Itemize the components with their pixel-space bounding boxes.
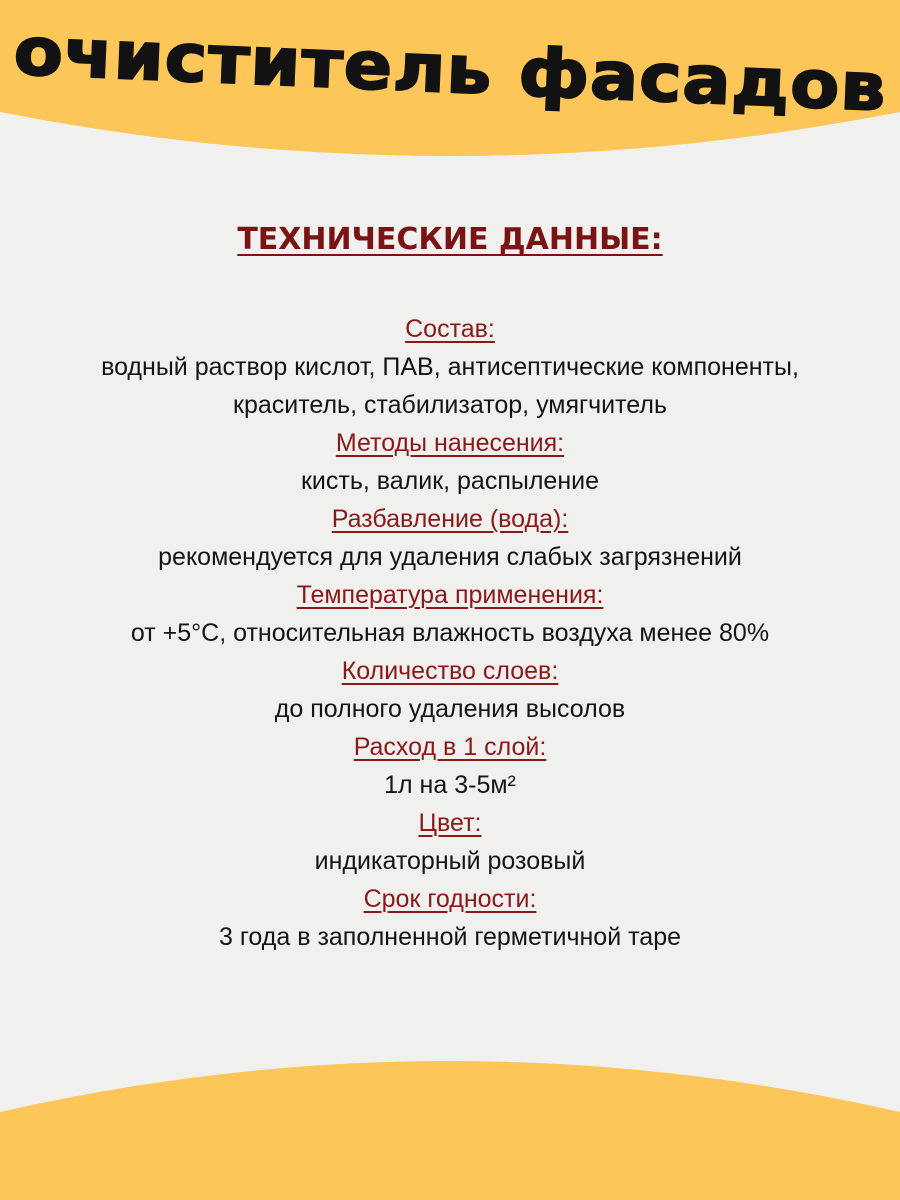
spec-value: 3 года в заполненной герметичной таре — [219, 923, 681, 951]
spec-dilution — [0, 500, 900, 576]
banner-title: очиститель фасадов — [12, 12, 888, 126]
spec-label: Срок годности: — [363, 885, 537, 913]
spec-shelf-life — [0, 880, 900, 956]
spec-application-methods — [0, 424, 900, 500]
section-heading: ТЕХНИЧЕСКИЕ ДАННЫЕ: — [237, 222, 663, 257]
spec-layer-count — [0, 652, 900, 728]
spec-color — [0, 804, 900, 880]
spec-value: рекомендуется для удаления слабых загрязнений — [158, 543, 742, 571]
spec-label: Количество слоев: — [341, 657, 559, 685]
spec-value: индикаторный розовый — [314, 847, 586, 875]
spec-value: кисть, валик, распыление — [300, 467, 600, 495]
spec-label: Цвет: — [418, 809, 482, 837]
spec-value: краситель, стабилизатор, умягчитель — [233, 391, 667, 419]
spec-label: Температура применения: — [296, 581, 604, 609]
spec-label: Состав: — [405, 315, 495, 343]
spec-composition — [0, 310, 900, 424]
spec-value: до полного удаления высолов — [274, 695, 626, 723]
spec-consumption — [0, 728, 900, 804]
spec-label: Методы нанесения: — [335, 429, 565, 457]
spec-label: Расход в 1 слой: — [353, 733, 547, 761]
spec-value: водный раствор кислот, ПАВ, антисептические компоненты, — [101, 353, 799, 381]
spec-value: от +5°С, относительная влажность воздуха менее 80% — [130, 619, 770, 647]
technical-data-section — [0, 218, 900, 956]
bottom-yellow-arc — [0, 1061, 900, 1200]
spec-label: Разбавление (вода): — [331, 505, 569, 533]
spec-list — [0, 310, 900, 956]
spec-value: 1л на 3-5м² — [384, 771, 516, 799]
spec-temperature — [0, 576, 900, 652]
